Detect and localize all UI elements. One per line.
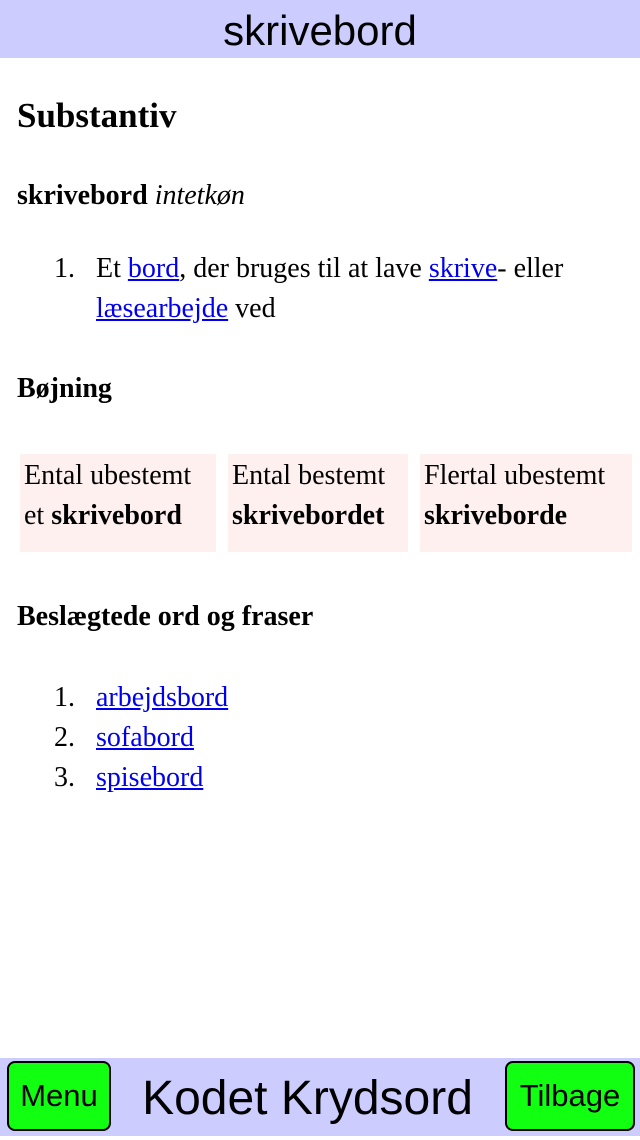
back-button[interactable]: Tilbage xyxy=(505,1061,635,1131)
inflection-heading: Bøjning xyxy=(17,373,112,404)
link-skrive[interactable]: skrive xyxy=(428,253,498,284)
inflection-form-line xyxy=(232,496,408,536)
definition-text-part: Et xyxy=(96,253,128,284)
list-item xyxy=(54,678,594,718)
definition-text-part: - eller xyxy=(497,253,564,284)
inflection-cell xyxy=(20,454,216,552)
list-item xyxy=(54,758,594,798)
gender-label: intetkøn xyxy=(154,180,245,211)
headword-line xyxy=(17,178,245,214)
inflection-table xyxy=(18,454,634,552)
inflection-cell xyxy=(420,454,632,552)
list-item-number: 2. xyxy=(54,722,75,753)
inflection-form: skrivebordet xyxy=(232,500,385,531)
inflection-prefix: et xyxy=(24,500,52,531)
menu-button[interactable]: Menu xyxy=(7,1061,111,1131)
list-item-number: 1. xyxy=(54,682,75,713)
definition-text-part: , der bruges til at lave xyxy=(179,253,429,284)
list-item-number: 3. xyxy=(54,762,75,793)
inflection-label: Flertal ubestemt xyxy=(424,460,606,491)
word-class-heading: Substantiv xyxy=(17,96,177,135)
list-item xyxy=(54,718,594,758)
related-link[interactable]: arbejdsbord xyxy=(96,682,229,713)
headword: skrivebord xyxy=(17,180,148,211)
inflection-form: skrivebord xyxy=(51,500,182,531)
inflection-form: skriveborde xyxy=(424,500,568,531)
definition-text xyxy=(96,249,596,329)
related-heading: Beslægtede ord og fraser xyxy=(17,601,314,632)
inflection-label: Ental bestemt xyxy=(232,460,386,491)
app-title: Kodet Krydsord xyxy=(142,1072,473,1125)
link-laesearbejde[interactable]: læsearbejde xyxy=(96,293,229,324)
inflection-form-line xyxy=(424,496,632,536)
link-bord[interactable]: bord xyxy=(127,253,180,284)
page-title: skrivebord xyxy=(223,7,417,54)
related-link[interactable]: spisebord xyxy=(96,762,204,793)
definition-text-part: ved xyxy=(228,293,276,324)
related-link[interactable]: sofabord xyxy=(96,722,194,753)
inflection-form-line xyxy=(24,496,216,536)
related-list xyxy=(54,678,594,798)
page-header xyxy=(0,0,640,58)
definition-number: 1. xyxy=(54,253,75,284)
inflection-label: Ental ubestemt xyxy=(24,460,192,491)
bottom-toolbar xyxy=(0,1058,640,1136)
inflection-cell xyxy=(228,454,408,552)
